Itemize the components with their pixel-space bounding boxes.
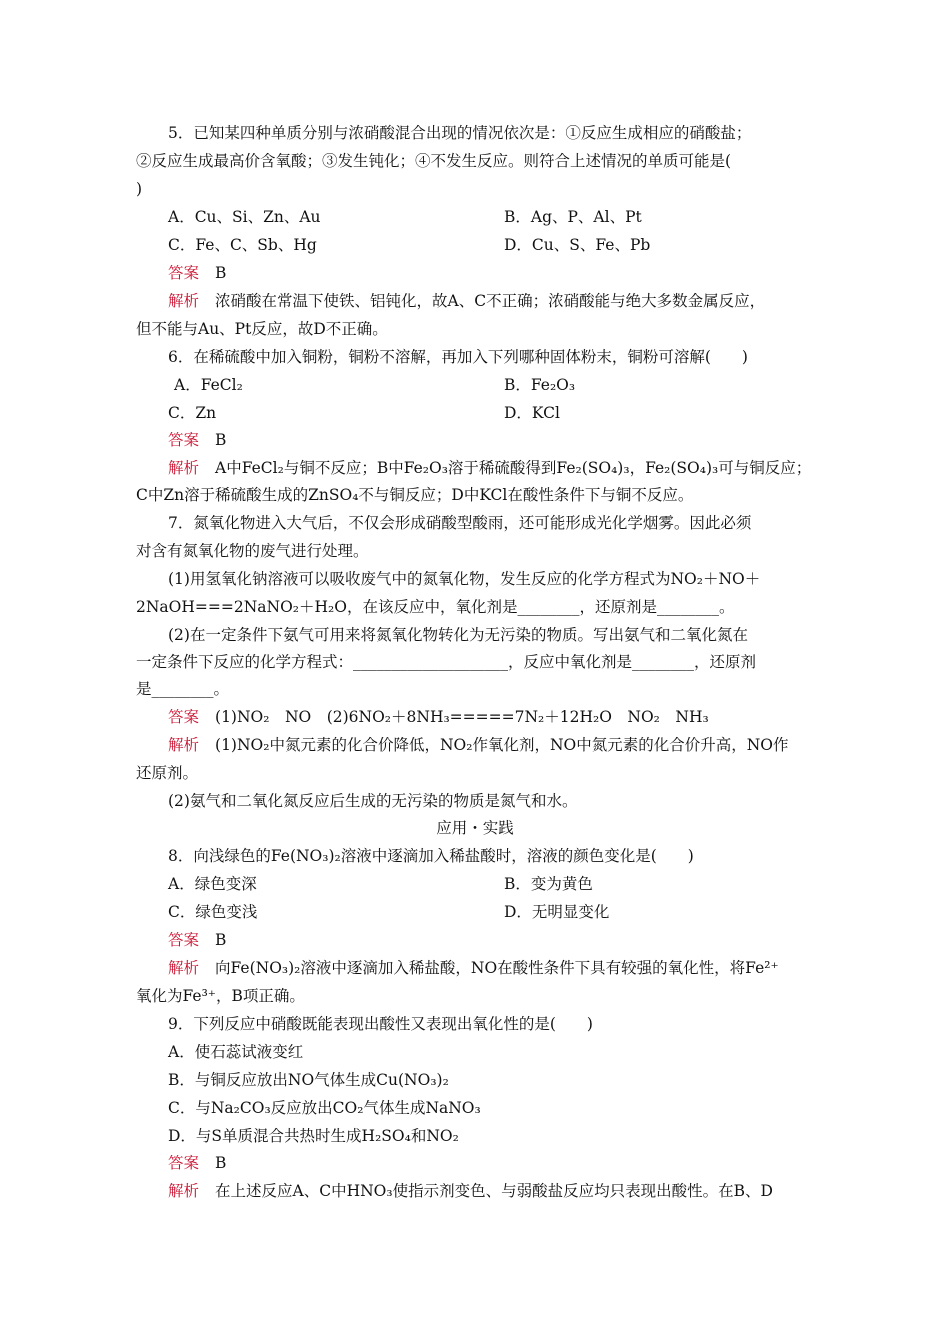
q5-answer: [168, 263, 226, 283]
q5-analysis: [168, 291, 765, 311]
analysis-label: 解析: [168, 1182, 200, 1200]
analysis-label: 解析: [168, 736, 200, 754]
answer-value: B: [215, 264, 227, 282]
q9-option-a: A．使石蕊试液变红: [168, 1043, 304, 1061]
q7-part2-line3: 是________。: [136, 680, 230, 698]
answer-value: B: [215, 931, 227, 949]
q9-analysis: [168, 1181, 773, 1201]
q7-answer: [168, 707, 709, 727]
q7-part1-line2: 2NaOH===2NaNO₂＋H₂O，在该反应中，氧化剂是________，还原剂是________。: [136, 598, 735, 616]
q7-stem-line1: 7．氮氧化物进入大气后，不仅会形成硝酸型酸雨，还可能形成光化学烟雾。因此必须: [168, 514, 752, 532]
q6-option-a: A．FeCl₂: [174, 376, 243, 394]
q7-part2-line2: 一定条件下反应的化学方程式：____________________，反应中氧化剂是________，还原剂: [136, 653, 757, 671]
section-title: 应用・实践: [436, 819, 514, 837]
analysis-label: 解析: [168, 292, 200, 310]
answer-label: 答案: [168, 1154, 200, 1172]
analysis-text: 浓硝酸在常温下使铁、铝钝化，故A、C不正确；浓硝酸能与绝大多数金属反应，: [215, 292, 766, 310]
analysis-label: 解析: [168, 459, 200, 477]
q8-stem: 8．向浅绿色的Fe(NO₃)₂溶液中逐滴加入稀盐酸时，溶液的颜色变化是( ): [168, 847, 694, 865]
q9-answer: [168, 1153, 226, 1173]
answer-value: B: [215, 1154, 227, 1172]
analysis-text: 向Fe(NO₃)₂溶液中逐滴加入稀盐酸，NO在酸性条件下具有较强的氧化性，将Fe²⁺: [215, 959, 779, 977]
q5-stem-line1: 5．已知某四种单质分别与浓硝酸混合出现的情况依次是：①反应生成相应的硝酸盐；: [168, 124, 752, 142]
q7-part2-line1: (2)在一定条件下氨气可用来将氮氧化物转化为无污染的物质。写出氨气和二氧化氮在: [168, 626, 748, 644]
q9-option-b: B．与铜反应放出NO气体生成Cu(NO₃)₂: [168, 1071, 449, 1089]
q6-answer: [168, 430, 226, 450]
q5-option-b: B．Ag、P、Al、Pt: [504, 208, 642, 226]
q5-analysis-line2: 但不能与Au、Pt反应，故D不正确。: [136, 320, 388, 338]
answer-value: (1)NO₂ NO (2)6NO₂＋8NH₃=====7N₂＋12H₂O NO₂ NH₃: [215, 708, 709, 726]
q5-option-d: D．Cu、S、Fe、Pb: [504, 236, 651, 254]
answer-value: B: [215, 431, 227, 449]
analysis-text: (1)NO₂中氮元素的化合价降低，NO₂作氧化剂，NO中氮元素的化合价升高，NO作: [215, 736, 789, 754]
q8-option-a: A．绿色变深: [168, 875, 257, 893]
q8-answer: [168, 930, 226, 950]
q6-analysis-line2: C中Zn溶于稀硫酸生成的ZnSO₄不与铜反应；D中KCl在酸性条件下与铜不反应。: [136, 486, 694, 504]
answer-label: 答案: [168, 431, 200, 449]
q6-option-d: D．KCl: [504, 404, 560, 422]
q8-analysis: [168, 958, 779, 978]
answer-label: 答案: [168, 264, 200, 282]
analysis-text: 在上述反应A、C中HNO₃使指示剂变色、与弱酸盐反应均只表现出酸性。在B、D: [215, 1182, 773, 1200]
analysis-text: A中FeCl₂与铜不反应；B中Fe₂O₃溶于稀硫酸得到Fe₂(SO₄)₃，Fe₂(SO₄)₃可与铜反应；: [215, 459, 812, 477]
q7-analysis-line3: (2)氨气和二氧化氮反应后生成的无污染的物质是氮气和水。: [168, 792, 578, 810]
analysis-label: 解析: [168, 959, 200, 977]
q5-option-a: A．Cu、Si、Zn、Au: [168, 208, 321, 226]
q5-stem-line3: ): [136, 180, 143, 198]
q8-option-b: B．变为黄色: [504, 875, 593, 893]
q7-stem-line2: 对含有氮氧化物的废气进行处理。: [136, 542, 369, 560]
q5-stem-line2: ②反应生成最高价含氧酸；③发生钝化；④不发生反应。则符合上述情况的单质可能是(: [136, 152, 732, 170]
answer-label: 答案: [168, 931, 200, 949]
q7-part1-line1: (1)用氢氧化钠溶液可以吸收废气中的氮氧化物，发生反应的化学方程式为NO₂＋NO＋: [168, 570, 761, 588]
q8-option-c: C．绿色变浅: [168, 903, 258, 921]
q8-option-d: D．无明显变化: [504, 903, 610, 921]
q9-option-c: C．与Na₂CO₃反应放出CO₂气体生成NaNO₃: [168, 1099, 481, 1117]
q6-option-b: B．Fe₂O₃: [504, 376, 576, 394]
q9-option-d: D．与S单质混合共热时生成H₂SO₄和NO₂: [168, 1127, 459, 1145]
q6-analysis: [168, 458, 811, 478]
q7-analysis-line2: 还原剂。: [136, 764, 199, 782]
q8-analysis-line2: 氧化为Fe³⁺，B项正确。: [136, 987, 305, 1005]
q5-option-c: C．Fe、C、Sb、Hg: [168, 236, 317, 254]
q7-analysis: [168, 735, 788, 755]
answer-label: 答案: [168, 708, 200, 726]
q6-option-c: C．Zn: [168, 404, 217, 422]
q9-stem: 9．下列反应中硝酸既能表现出酸性又表现出氧化性的是( ): [168, 1015, 593, 1033]
q6-stem: 6．在稀硫酸中加入铜粉，铜粉不溶解，再加入下列哪种固体粉末，铜粉可溶解( ): [168, 348, 748, 366]
